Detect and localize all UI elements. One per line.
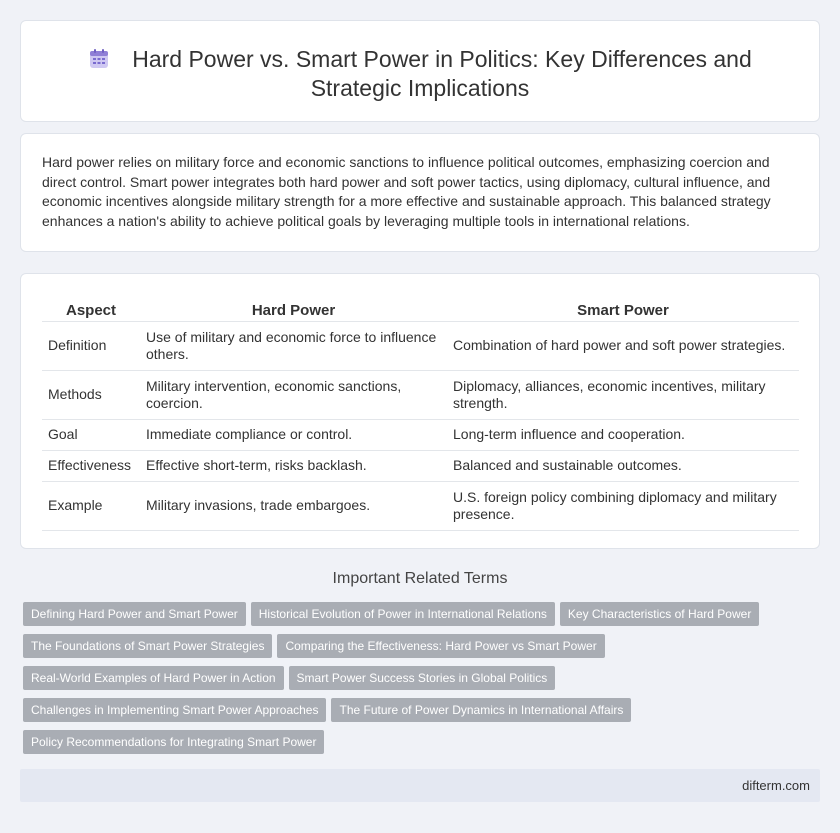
- related-term-tag[interactable]: Policy Recommendations for Integrating Smart Power: [23, 730, 324, 754]
- intro-card: [20, 133, 820, 252]
- table-row: [42, 420, 799, 451]
- intro-paragraph: Hard power relies on military force and economic sanctions to influence political outcomes, emphasizing coercion and direct control. Smart power integrates both hard power and soft power tactics, using diplomacy, cultural influence, and economic incentives alongside military strength for a more effective and sustainable approach. This balanced strategy enhances a nation's ability to achieve political goals by leveraging multiple tools in international relations.: [42, 154, 771, 229]
- related-term-tag[interactable]: Comparing the Effectiveness: Hard Power vs Smart Power: [277, 634, 604, 658]
- title-card: [20, 20, 820, 122]
- table-header-row: [42, 294, 799, 322]
- related-term-tag[interactable]: Historical Evolution of Power in International Relations: [251, 602, 555, 626]
- title-line-2: Strategic Implications: [310, 75, 530, 101]
- related-term-tag[interactable]: Smart Power Success Stories in Global Politics: [289, 666, 556, 690]
- table-row: [42, 322, 799, 371]
- row-smart-power: Balanced and sustainable outcomes.: [447, 451, 799, 482]
- calendar-icon: [88, 48, 110, 70]
- footer-site-link[interactable]: difterm.com: [742, 778, 810, 793]
- row-hard-power: Effective short-term, risks backlash.: [140, 451, 447, 482]
- row-smart-power: Long-term influence and cooperation.: [447, 420, 799, 451]
- related-terms-list: [23, 602, 803, 762]
- row-hard-power: Immediate compliance or control.: [140, 420, 447, 451]
- header-smart-power: Smart Power: [447, 294, 799, 322]
- row-aspect: Effectiveness: [42, 451, 140, 482]
- row-aspect: Methods: [42, 371, 140, 420]
- row-smart-power: Diplomacy, alliances, economic incentives, military strength.: [447, 371, 799, 420]
- table-row: [42, 482, 799, 531]
- table-row: [42, 451, 799, 482]
- row-smart-power: Combination of hard power and soft power strategies.: [447, 322, 799, 371]
- header-hard-power: Hard Power: [140, 294, 447, 322]
- row-hard-power: Military intervention, economic sanctions, coercion.: [140, 371, 447, 420]
- related-term-tag[interactable]: Challenges in Implementing Smart Power Approaches: [23, 698, 326, 722]
- row-hard-power: Use of military and economic force to influence others.: [140, 322, 447, 371]
- page-title: [21, 45, 819, 103]
- table-row: [42, 371, 799, 420]
- related-term-tag[interactable]: The Foundations of Smart Power Strategies: [23, 634, 272, 658]
- related-term-tag[interactable]: The Future of Power Dynamics in International Affairs: [331, 698, 631, 722]
- comparison-card: [20, 273, 820, 549]
- related-term-tag[interactable]: Real-World Examples of Hard Power in Action: [23, 666, 284, 690]
- related-term-tag[interactable]: Key Characteristics of Hard Power: [560, 602, 759, 626]
- row-aspect: Example: [42, 482, 140, 531]
- row-aspect: Definition: [42, 322, 140, 371]
- related-terms-heading: Important Related Terms: [332, 570, 508, 587]
- title-line-1: Hard Power vs. Smart Power in Politics: Key Differences and: [132, 46, 752, 72]
- row-hard-power: Military invasions, trade embargoes.: [140, 482, 447, 531]
- related-term-tag[interactable]: Defining Hard Power and Smart Power: [23, 602, 246, 626]
- row-smart-power: U.S. foreign policy combining diplomacy and military presence.: [447, 482, 799, 531]
- header-aspect: Aspect: [42, 294, 140, 322]
- row-aspect: Goal: [42, 420, 140, 451]
- footer: [20, 769, 820, 802]
- comparison-table: [42, 294, 799, 531]
